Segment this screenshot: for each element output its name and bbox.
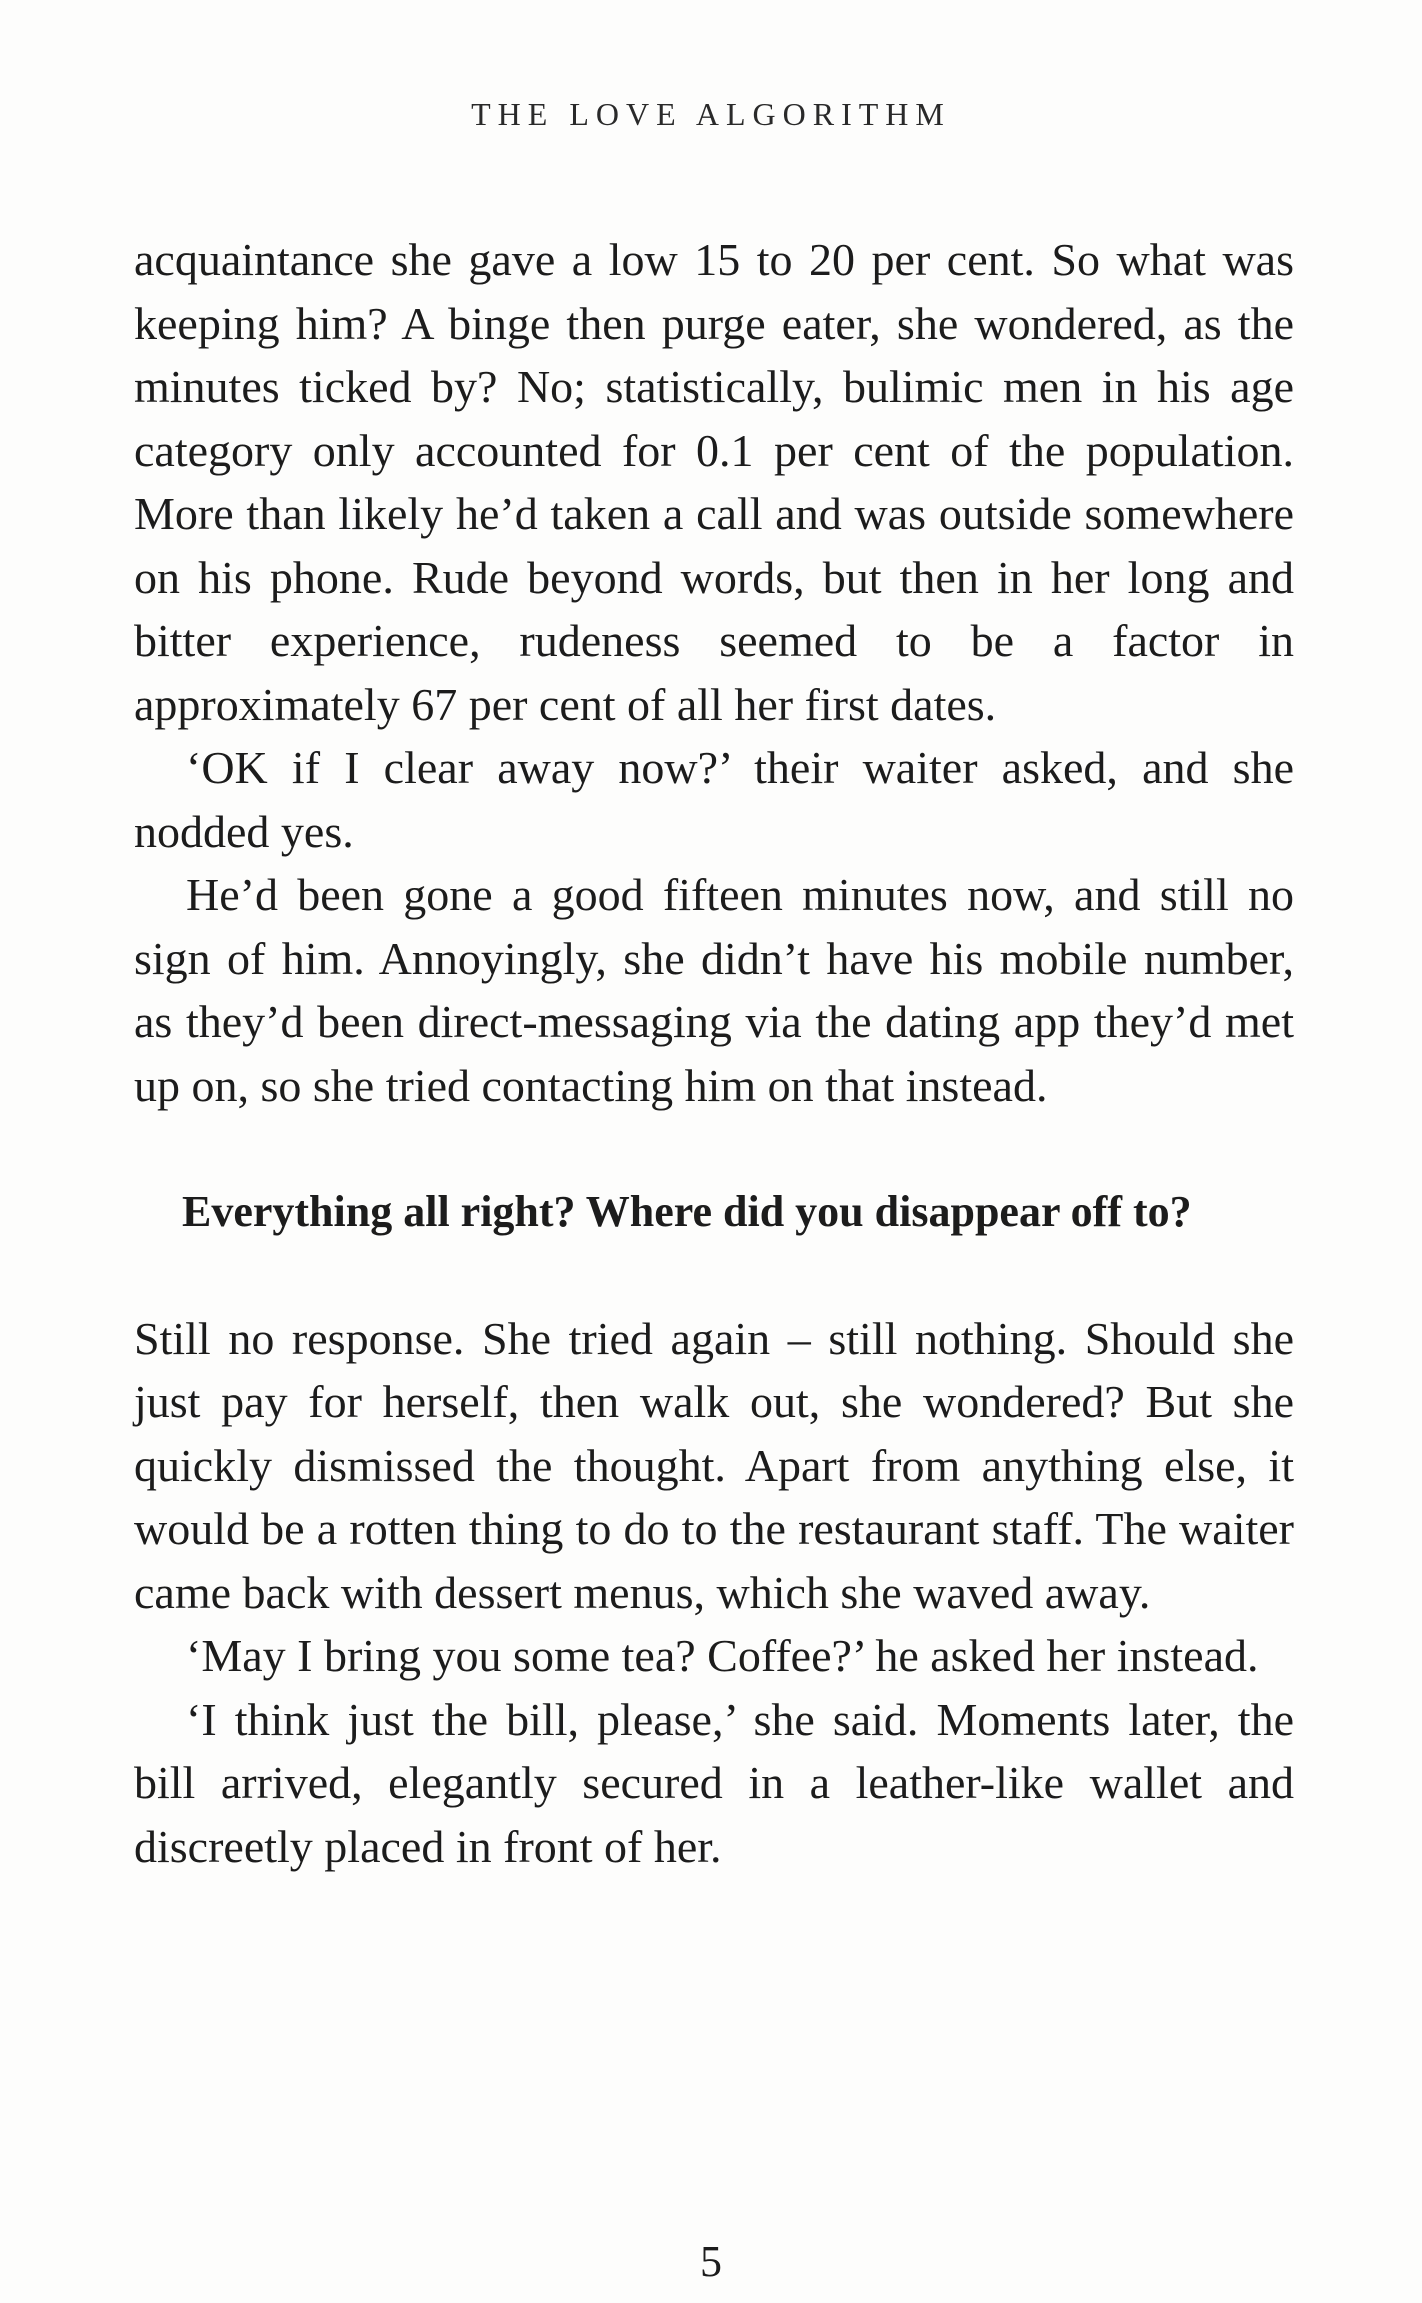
paragraph-tea-coffee: ‘May I bring you some tea? Coffee?’ he asked her instead. [186,1630,1259,1681]
paragraph-no-response: Still no response. She tried again – still nothing. Should she just pay for herself, then walk out, she wondered? But she quickly dismissed the thought. Apart from anything else, it would be a rotten thing to do to the restaurant staff. The waiter came back with dessert menus, which she waved away. [134,1312,1294,1618]
body-text [134,228,1294,1878]
page-number: 5 [700,2237,722,2286]
paragraph-bill: ‘I think just the bill, please,’ she said. Moments later, the bill arrived, elegantly secured in a leather-like wallet and discreetly placed in front of her. [134,1693,1294,1872]
paragraph-gone-fifteen-minutes: He’d been gone a good fifteen minutes now, and still no sign of him. Annoyingly, she didn’t have his mobile number, as they’d been direct-messaging via the dating app they’d met up on, so she tried contacting him on that instead. [134,869,1294,1111]
app-message-text: Everything all right? Where did you disappear off to? [182,1187,1192,1236]
running-head: THE LOVE ALGORITHM [471,96,951,132]
paragraph-continued: acquaintance she gave a low 15 to 20 per cent. So what was keeping him? A binge then purge eater, she wondered, as the minutes ticked by? No; statistically, bulimic men in his age category only accounted for 0.1 per cent of the population. More than likely he’d taken a call and was outside somewhere on his phone. Rude beyond words, but then in her long and bitter experience, rudeness seemed to be a factor in approximately 67 per cent of all her first dates. [134,234,1294,730]
paragraph-waiter-clear: ‘OK if I clear away now?’ their waiter asked, and she nodded yes. [134,742,1294,857]
